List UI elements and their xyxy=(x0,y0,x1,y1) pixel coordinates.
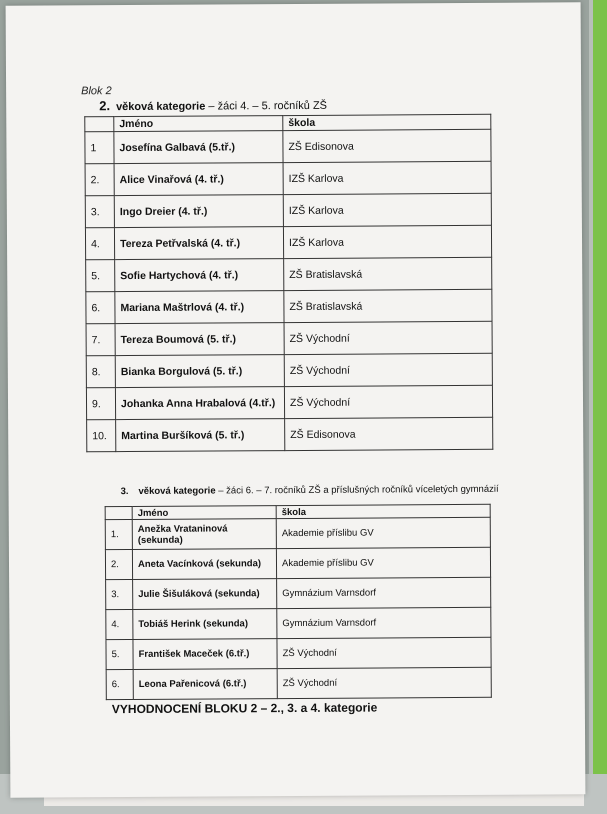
student-name: Johanka Anna Hrabalová (4.tř.) xyxy=(115,387,284,420)
row-number: 6. xyxy=(106,669,133,699)
row-number: 7. xyxy=(86,324,115,356)
row-number: 5. xyxy=(86,260,115,292)
student-name: Anežka Vrataninová (sekunda) xyxy=(132,519,276,550)
student-name: Aneta Vacínková (sekunda) xyxy=(132,549,276,580)
table-row xyxy=(106,637,491,669)
student-name: Julie Šišuláková (sekunda) xyxy=(133,579,277,610)
row-number: 8. xyxy=(86,356,115,388)
row-number: 2. xyxy=(85,164,114,196)
table-row xyxy=(85,193,491,227)
row-number: 3. xyxy=(85,196,114,228)
header-name-cell: Jméno xyxy=(132,506,276,520)
school-name: IZŠ Karlova xyxy=(283,225,491,258)
school-name: ZŠ Východní xyxy=(284,321,492,354)
table-row xyxy=(105,517,490,549)
table-row xyxy=(105,547,490,579)
table-row xyxy=(85,129,491,163)
row-number: 3. xyxy=(106,579,133,609)
student-name: Mariana Maštrlová (4. tř.) xyxy=(115,291,284,324)
section3-heading xyxy=(121,484,499,497)
table-row xyxy=(106,577,491,609)
table-row xyxy=(85,225,491,259)
school-name: ZŠ Východní xyxy=(277,637,491,668)
section2-title-bold: věková kategorie xyxy=(116,100,206,114)
section3-number: 3. xyxy=(120,486,129,498)
student-name: Leona Pařenicová (6.tř.) xyxy=(133,669,277,700)
school-name: ZŠ Bratislavská xyxy=(284,257,492,290)
header-school-cell: škola xyxy=(276,504,490,518)
student-name: Tereza Petřvalská (4. tř.) xyxy=(114,227,283,260)
table-row xyxy=(106,667,491,699)
school-name: Gymnázium Varnsdorf xyxy=(277,607,491,638)
student-name: Martina Buršíková (5. tř.) xyxy=(116,419,285,452)
section3-title-bold: věková kategorie xyxy=(138,485,216,497)
table-row xyxy=(86,321,492,355)
row-number: 2. xyxy=(105,549,132,579)
section3-title-rest: – žáci 6. – 7. ročníků ZŠ a příslušných ročníků víceletých gymnázií xyxy=(215,483,499,497)
table-row xyxy=(87,417,493,451)
school-name: Gymnázium Varnsdorf xyxy=(277,577,491,608)
row-number: 5. xyxy=(106,639,133,669)
student-name: Alice Vinařová (4. tř.) xyxy=(114,163,283,196)
school-name: Akademie příslibu GV xyxy=(276,547,490,578)
evaluation-footer: VYHODNOCENÍ BLOKU 2 – 2., 3. a 4. kategorie xyxy=(111,700,378,717)
header-school-cell: škola xyxy=(283,114,491,130)
table-row xyxy=(106,607,491,639)
school-name: ZŠ Edisonova xyxy=(285,417,493,450)
section2-title-rest: – žáci 4. – 5. ročníků ZŠ xyxy=(205,99,328,113)
table-row xyxy=(85,161,491,195)
student-name: Ingo Dreier (4. tř.) xyxy=(114,195,283,228)
row-number: 4. xyxy=(85,228,114,260)
paper-sheet xyxy=(6,2,586,797)
student-name: Josefína Galbavá (5.tř.) xyxy=(114,131,283,164)
row-number: 10. xyxy=(87,420,116,452)
row-number: 6. xyxy=(86,292,115,324)
school-name: ZŠ Edisonova xyxy=(283,129,491,162)
row-number: 9. xyxy=(86,388,115,420)
school-name: ZŠ Východní xyxy=(284,385,492,418)
school-name: ZŠ Východní xyxy=(277,667,491,698)
section2-table xyxy=(84,114,493,452)
row-number: 4. xyxy=(106,609,133,639)
green-wall-strip xyxy=(589,0,607,814)
header-num-cell xyxy=(85,117,114,132)
header-num-cell xyxy=(105,506,132,519)
school-name: IZŠ Karlova xyxy=(283,193,491,226)
section2-number: 2. xyxy=(99,98,111,114)
student-name: Tobiáš Herink (sekunda) xyxy=(133,609,277,640)
header-name-cell: Jméno xyxy=(114,116,283,132)
school-name: ZŠ Východní xyxy=(284,353,492,386)
row-number: 1. xyxy=(105,519,132,549)
student-name: Bianka Borgulová (5. tř.) xyxy=(115,355,284,388)
student-name: Sofie Hartychová (4. tř.) xyxy=(115,259,284,292)
school-name: Akademie příslibu GV xyxy=(276,517,490,548)
table-row xyxy=(86,257,492,291)
table-row xyxy=(86,353,492,387)
section2-heading xyxy=(99,97,327,113)
school-name: IZŠ Karlova xyxy=(283,161,491,194)
row-number: 1 xyxy=(85,132,114,164)
student-name: František Maceček (6.tř.) xyxy=(133,639,277,670)
section3-table xyxy=(105,504,492,700)
student-name: Tereza Boumová (5. tř.) xyxy=(115,323,284,356)
block-label: Blok 2 xyxy=(81,85,112,98)
table-row xyxy=(86,385,492,419)
table-row xyxy=(86,289,492,323)
school-name: ZŠ Bratislavská xyxy=(284,289,492,322)
